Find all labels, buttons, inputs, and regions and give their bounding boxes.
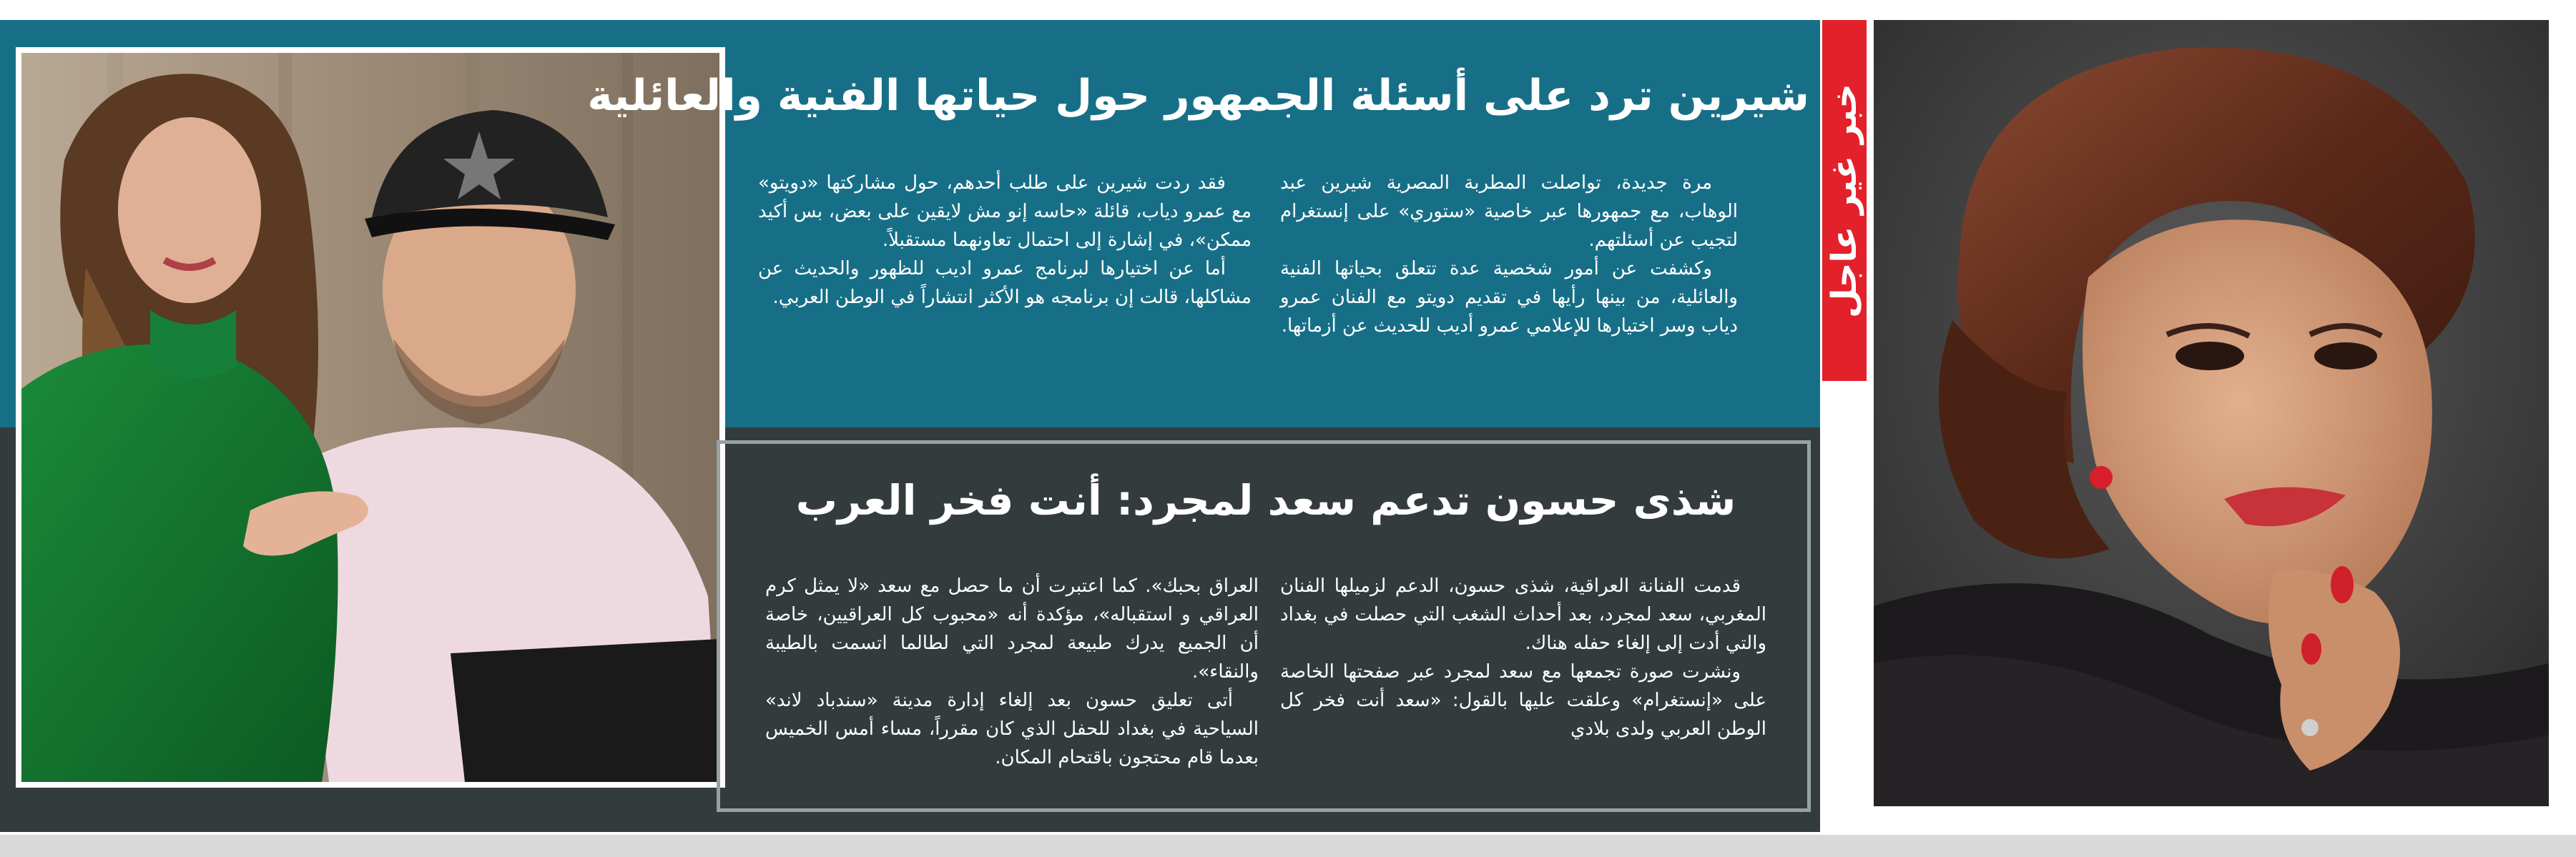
story1-left-paragraph-2: أما عن اختيارها لبرنامج عمرو اديب للظهور والحديث عن مشاكلها، قالت إن برنامجه هو الأكثر انتشاراً في الوطن العربي.	[758, 258, 1252, 308]
story1-left-paragraph-1: فقد ردت شيرين على طلب أحدهم، حول مشاركتها «دويتو» مع عمرو دياب، قائلة «حاسه إنو مش لايقين على بعض، بس أكيد ممكن»، في إشارة إلى احتمال تعاونهما مستقبلاً.	[758, 172, 1252, 251]
story2-left-paragraph-2: أتى تعليق حسون بعد إلغاء إدارة مدينة «سندباد لاند» السياحية في بغداد للحفل الذي كان مقرراً، مساء أمس الخميس بعدما قام محتجون باقتحام المكان.	[765, 690, 1259, 768]
story1-column-left	[758, 169, 1252, 312]
story2-right-paragraph-1: قدمت الفنانة العراقية، شذى حسون، الدعم لزميلها الفنان المغربي، سعد لمجرد، بعد أحداث الشغب التي حصلت في بغداد والتي أدت إلى إلغاء حفله هناك.	[1280, 575, 1766, 654]
tab-label: خبر غير عاجل	[1824, 83, 1864, 318]
story1-right-paragraph-1: مرة جديدة، تواصلت المطربة المصرية شيرين عبد الوهاب، مع جمهورها عبر خاصية «ستوري» على إنستغرام لتجيب عن أسئلتهم.	[1280, 172, 1738, 251]
singer-portrait-photo	[1874, 20, 2549, 806]
not-urgent-news-tab	[1822, 20, 1867, 381]
story2-column-right	[1280, 572, 1766, 743]
story1-column-right	[1280, 169, 1738, 340]
story2-right-paragraph-2: ونشرت صورة تجمعها مع سعد لمجرد عبر صفحتها الخاصة على «إنستغرام» وعلقت عليها بالقول: «سعد أنت فخر كل الوطن العربي ولدى بلادي	[1280, 661, 1766, 740]
story2-column-left	[765, 572, 1259, 772]
duo-photo	[21, 53, 719, 782]
story1-right-paragraph-2: وكشفت عن أمور شخصية عدة تتعلق بحياتها الفنية والعائلية، من بينها رأيها في تقديم دويتو مع الفنان عمرو دياب وسر اختيارها للإعلامي عمرو أديب للحديث عن أزماتها.	[1280, 258, 1738, 337]
story2-left-paragraph-1: العراق بحبك». كما اعتبرت أن ما حصل مع سعد «لا يمثل كرم العراقي و استقباله»، مؤكدة أنه «محبوب كل العراقيين، خاصة أن الجميع يدرك طبيعة لمجرد التي لطالما اتسمت بالطيبة والنقاء».	[765, 575, 1259, 683]
story2-headline: شذى حسون تدعم سعد لمجرد: أنت فخر العرب	[795, 476, 1736, 525]
page-bottom-strip	[0, 835, 2576, 857]
story1-headline: شيرين ترد على أسئلة الجمهور حول حياتها الفنية والعائلية	[587, 71, 1809, 121]
